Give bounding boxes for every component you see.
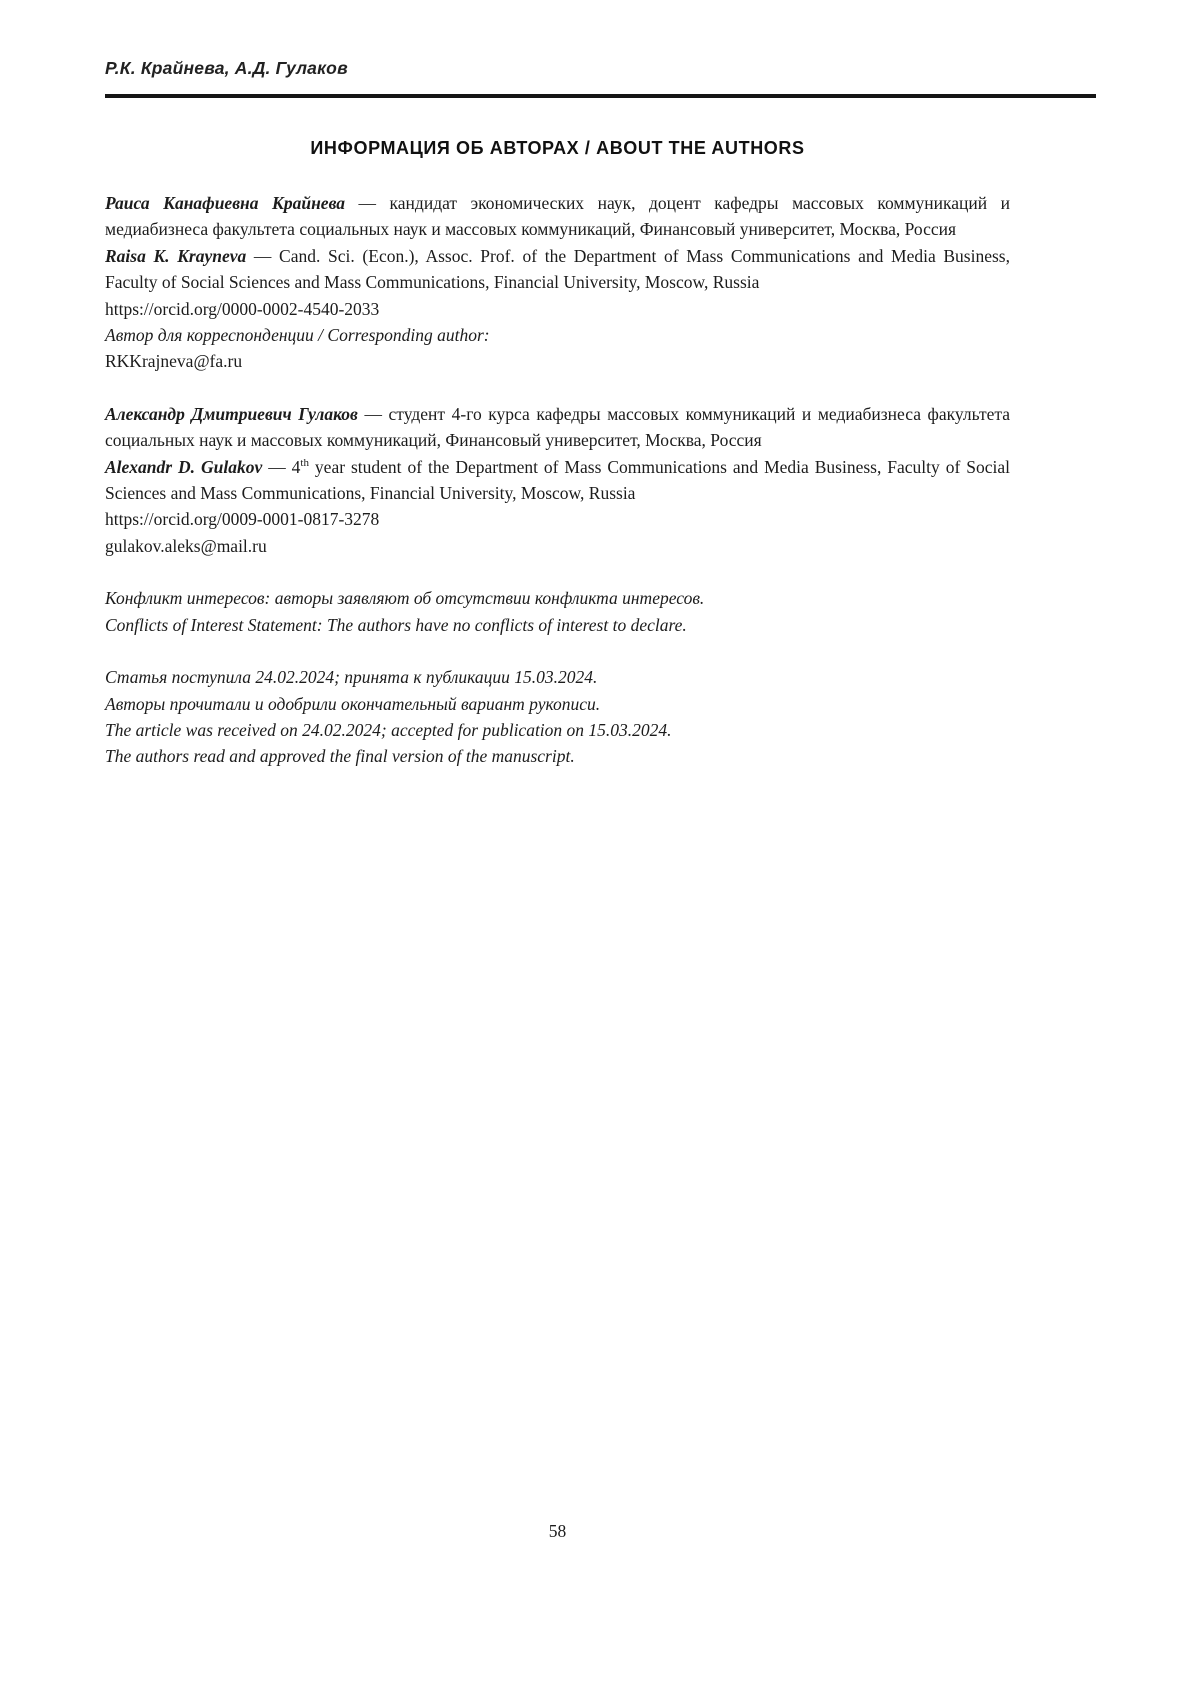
- page-number: 58: [548, 1521, 567, 1541]
- approved-statement-ru: Авторы прочитали и одобрили окончательный вариант рукописи.: [105, 693, 601, 714]
- author-name-en: Raisa K. Krayneva: [105, 245, 247, 266]
- author-desc-en-pre: — 4: [262, 456, 301, 477]
- author-desc-en-post: year student of the Department of Mass Communications and Media Business, Faculty of Social Sciences and Mass Communications, Financial University, Moscow, Russia: [105, 456, 1011, 504]
- running-header: Р.К. Крайнева, А.Д. Гулаков: [105, 58, 348, 78]
- section-title: ИНФОРМАЦИЯ ОБ АВТОРАХ / ABOUT THE AUTHORS: [310, 138, 805, 158]
- author-name-ru: Раиса Канафиевна Крайнева: [105, 193, 346, 213]
- header-rule: [105, 94, 1096, 98]
- author-block-krayneva: [105, 190, 1010, 375]
- author-desc-ru: — кандидат экономических наук, доцент кафедры массовых коммуникаций и медиабизнеса факультета социальных наук и массовых коммуникаций, Финансовый университет, Москва, Россия: [105, 193, 1011, 240]
- author-ru-paragraph: [105, 190, 1010, 243]
- about-authors-content: [105, 190, 1010, 770]
- approved-statement-en: The authors read and approved the final version of the manuscript.: [105, 746, 575, 767]
- conflict-statement-en: Conflicts of Interest Statement: The authors have no conflicts of interest to declare.: [105, 614, 687, 635]
- corresponding-author-label: Автор для корреспонденции / Corresponding author:: [105, 325, 490, 346]
- author-desc-ru: — студент 4-го курса кафедры массовых коммуникаций и медиабизнеса факультета социальных наук и массовых коммуникаций, Финансовый университет, Москва, Россия: [105, 403, 1010, 451]
- author-en-paragraph: [105, 454, 1010, 507]
- author-en-paragraph: [105, 243, 1010, 296]
- article-dates-block: [105, 664, 1010, 770]
- author-orcid-link: https://orcid.org/0009-0001-0817-3278: [105, 509, 380, 530]
- ordinal-suffix: th: [300, 456, 309, 469]
- author-desc-en: — Cand. Sci. (Econ.), Assoc. Prof. of the Department of Mass Communications and Media Business, Faculty of Social Sciences and Mass Communications, Financial University, Moscow, Russia: [105, 245, 1010, 293]
- conflict-statement-ru: Конфликт интересов: авторы заявляют об отсутствии конфликта интересов.: [105, 588, 705, 609]
- author-name-ru: Александр Дмитриевич Гулаков: [105, 403, 358, 424]
- author-orcid-link: https://orcid.org/0000-0002-4540-2033: [105, 298, 380, 319]
- author-name-en: Alexandr D. Gulakov: [105, 456, 263, 477]
- author-ru-paragraph: [105, 401, 1010, 454]
- author-block-gulakov: [105, 401, 1010, 559]
- conflict-of-interest-block: [105, 585, 1010, 638]
- received-date-ru: Статья поступила 24.02.2024; принята к публикации 15.03.2024.: [105, 667, 598, 688]
- author-email: gulakov.aleks@mail.ru: [105, 535, 267, 556]
- received-date-en: The article was received on 24.02.2024; accepted for publication on 15.03.2024.: [105, 719, 672, 740]
- author-email: RKKrajneva@fa.ru: [105, 351, 243, 372]
